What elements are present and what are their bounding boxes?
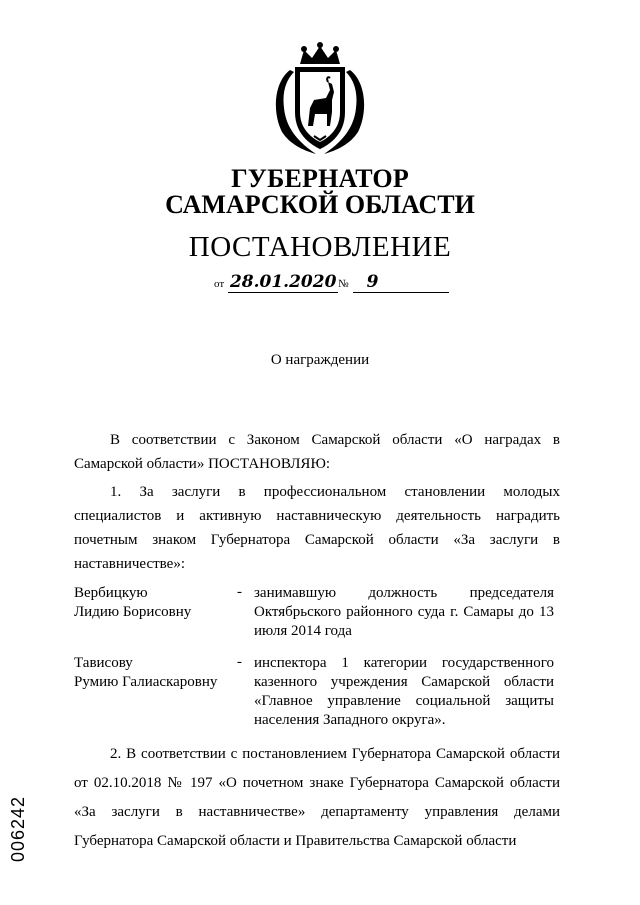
awardee-1-name — [74, 584, 234, 622]
intro-paragraph: В соответствии с Законом Самарской области «О наградах в Самарской области» ПОСТАНОВЛЯЮ: — [74, 432, 560, 472]
date-value: 28.01.2020 — [229, 272, 337, 292]
number-label: № — [338, 278, 349, 290]
document-subject: О награждении — [270, 352, 370, 368]
document-type-title: ПОСТАНОВЛЕНИЕ — [188, 231, 452, 263]
authority-title-line2: САМАРСКОЙ ОБЛАСТИ — [165, 190, 475, 219]
authority-title-line1: ГУБЕРНАТОР — [231, 164, 409, 193]
date-number-line — [214, 272, 449, 293]
number-value: 9 — [353, 272, 449, 293]
item-2-paragraph: 2. В соответствии с постановлением Губернатора Самарской области от 02.10.2018 № 197 «О почетном знаке Губернатора Самарской области «За заслуги в наставничестве» департаменту управления делами Губернатора Самарской области и Правительства Самарской области — [74, 746, 560, 849]
awardee-1-surname: Вербицкую — [74, 585, 148, 601]
awardee-1-description: занимавшую должность председателя Октябрьского районного суда г. Самары до 13 июля 2014 года — [254, 585, 554, 639]
item-1-paragraph: 1. За заслуги в профессиональном становлении молодых специалистов и активную наставническую деятельность наградить почетным знаком Губернатора Самарской области «За заслуги в наставничестве»: — [74, 484, 560, 572]
awardee-2-name — [74, 654, 234, 692]
date-label: от — [214, 278, 225, 290]
awardee-1-given-names: Лидию Борисовну — [74, 604, 192, 620]
awardee-1-dash: - — [237, 584, 242, 600]
awardee-2-description: инспектора 1 категории государственного казенного учреждения Самарской области «Главное управление социальной защиты населения Западного округа». — [254, 655, 554, 728]
coat-of-arms-emblem — [268, 42, 372, 158]
registration-stamp-number: 006242 — [8, 795, 28, 862]
awardee-2-surname: Тависову — [74, 655, 133, 671]
awardee-2-given-names: Румию Галиаскаровну — [74, 674, 218, 690]
awardee-2-dash: - — [237, 654, 242, 670]
